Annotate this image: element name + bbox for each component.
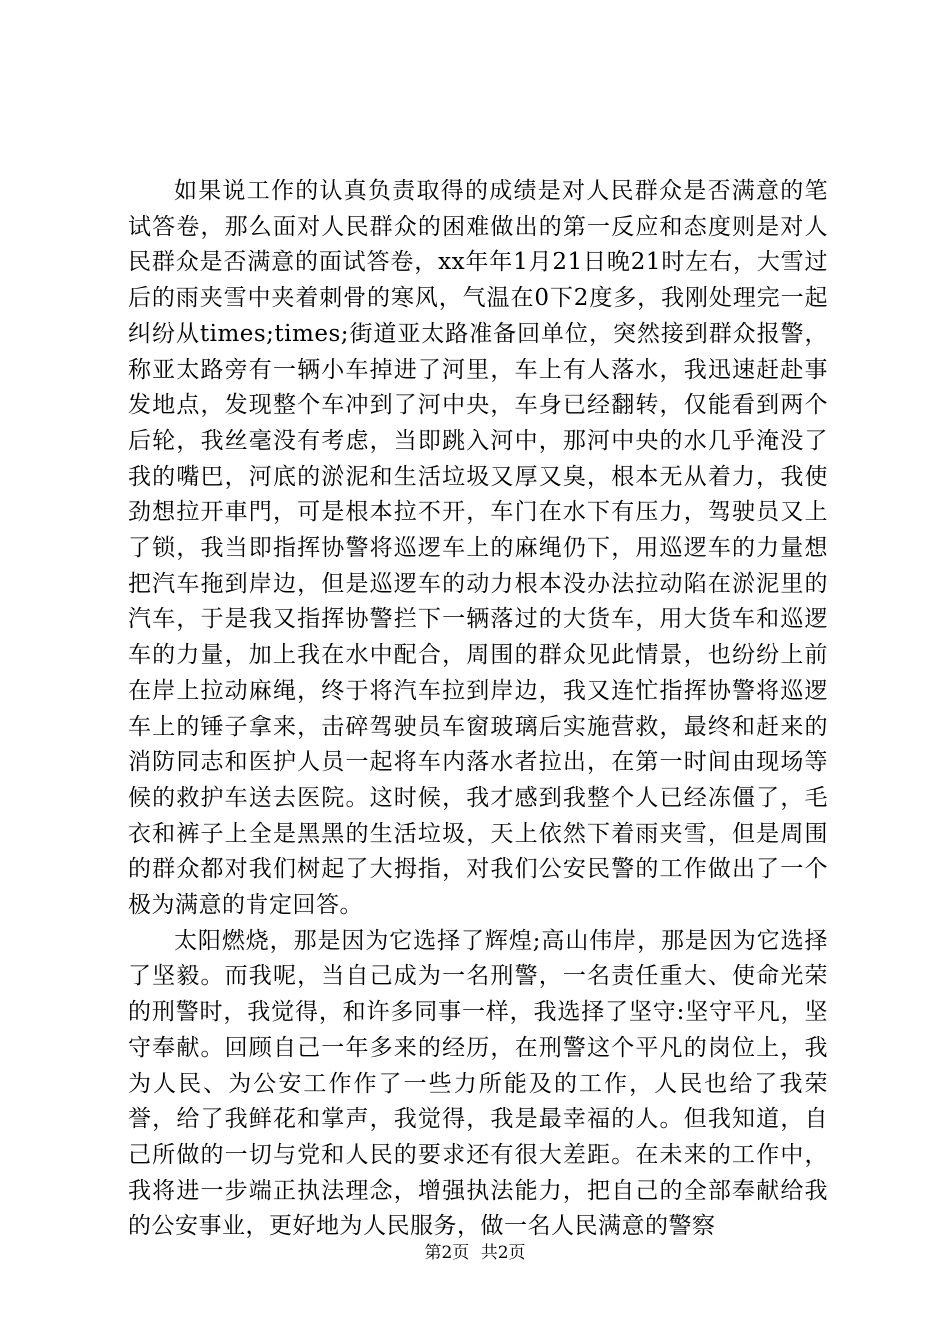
page-number: 第2页	[424, 1243, 470, 1263]
page-footer	[0, 1238, 950, 1263]
page-total: 共2页	[480, 1243, 526, 1263]
paragraph-closing: 太阳燃烧，那是因为它选择了辉煌;高山伟岸，那是因为它选择了坚毅。而我呢，当自己成为一名刑警，一名责任重大、使命光荣的刑警时，我觉得，和许多同事一样，我选择了坚守:坚守平凡，坚守奉献。回顾自己一年多来的经历，在刑警这个平凡的岗位上，我为人民、为公安工作作了一些力所能及的工作，人民也给了我荣誉，给了我鲜花和掌声，我觉得，我是最幸福的人。但我知道，自己所做的一切与党和人民的要求还有很大差距。在未来的工作中，我将进一步端正执法理念，增强执法能力，把自己的全部奉献给我的公安事业，更好地为人民服务，做一名人民满意的警察	[128, 927, 828, 1240]
document-body	[128, 174, 828, 1245]
paragraph-rescue-story: 如果说工作的认真负责取得的成绩是对人民群众是否满意的笔试答卷，那么面对人民群众的困难做出的第一反应和态度则是对人民群众是否满意的面试答卷，xx年年1月21日晚21时左右，大雪过后的雨夹雪中夹着刺骨的寒风，气温在0下2度多，我刚处理完一起纠纷从times;times;街道亚太路准备回单位，突然接到群众报警，称亚太路旁有一辆小车掉进了河里，车上有人落水，我迅速赶赴事发地点，发现整个车冲到了河中央，车身已经翻转，仅能看到两个后轮，我丝毫没有考虑，当即跳入河中，那河中央的水几乎淹没了我的嘴巴，河底的淤泥和生活垃圾又厚又臭，根本无从着力，我使劲想拉开車門，可是根本拉不开，车门在水下有压力，驾驶员又上了锁，我当即指挥协警将巡逻车上的麻绳仍下，用巡逻车的力量想把汽车拖到岸边，但是巡逻车的动力根本没办法拉动陷在淤泥里的汽车，于是我又指挥协警拦下一辆落过的大货车，用大货车和巡逻车的力量，加上我在水中配合，周围的群众见此情景，也纷纷上前在岸上拉动麻绳，终于将汽车拉到岸边，我又连忙指挥协警将巡逻车上的锤子拿来，击碎驾驶员车窗玻璃后实施营救，最终和赶来的消防同志和医护人员一起将车内落水者拉出，在第一时间由现场等候的救护车送去医院。这时候，我才感到我整个人已经冻僵了，毛衣和裤子上全是黑黑的生活垃圾，天上依然下着雨夹雪，但是周围的群众都对我们树起了大拇指，对我们公安民警的工作做出了一个极为满意的肯定回答。	[128, 178, 828, 919]
